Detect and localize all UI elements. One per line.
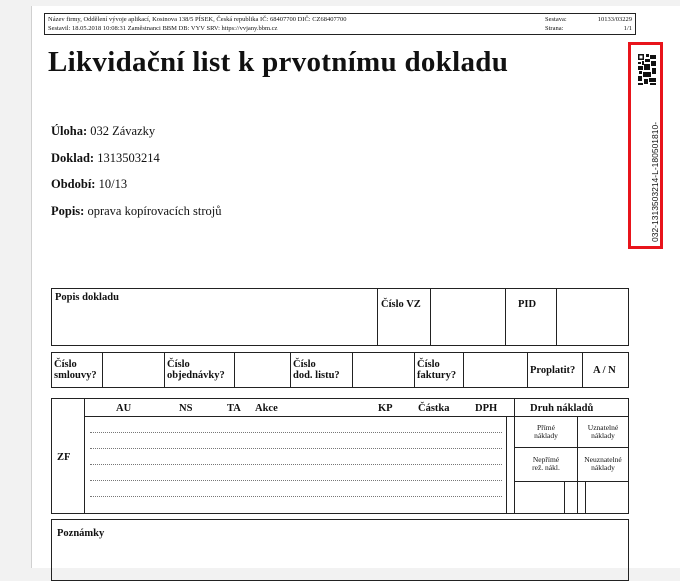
- divider: [377, 289, 378, 345]
- col-castka: Částka: [418, 403, 450, 414]
- label-line: Neuznatelné: [584, 455, 622, 464]
- entry-line: [90, 432, 502, 433]
- divider: [505, 289, 506, 345]
- popis-dokladu-table: [51, 288, 629, 346]
- divider: [352, 353, 353, 387]
- poznamky-box: [51, 519, 629, 581]
- proplatit-an: A / N: [593, 365, 616, 376]
- label-line: dod. listu?: [293, 370, 340, 381]
- divider: [463, 353, 464, 387]
- divider: [577, 416, 578, 513]
- divider: [514, 416, 628, 417]
- label-line: náklady: [591, 463, 615, 472]
- zauctovani-table: [51, 398, 629, 514]
- divider: [527, 353, 528, 387]
- col-kp: KP: [378, 403, 393, 414]
- report-header: [44, 13, 636, 35]
- label-line: Přímé: [537, 423, 555, 432]
- col-dph: DPH: [475, 403, 498, 414]
- header-labels: [545, 15, 567, 33]
- divider: [430, 289, 431, 345]
- document-page: [31, 6, 680, 568]
- poznamky-label: Poznámky: [57, 528, 105, 539]
- popis-label: Popis:: [51, 204, 85, 218]
- divider: [164, 353, 165, 387]
- obdobi-label: Období:: [51, 177, 96, 191]
- doklad-field: [51, 151, 160, 166]
- header-author-line: Sestavil: 18.05.2018 10:08:31 Zaměstnanci BBM DB: VYV SRV: https://vvjany.bbm.cz: [48, 25, 278, 32]
- sestava-label: Sestava:: [545, 16, 567, 23]
- druh-nakladu-label: Druh nákladů: [530, 403, 594, 414]
- pid-label: PID: [518, 299, 537, 310]
- divider: [582, 353, 583, 387]
- divider: [514, 447, 628, 448]
- highlight-annotation-box: [628, 42, 663, 249]
- label-line: Číslo: [167, 359, 190, 370]
- obdobi-field: [51, 177, 127, 192]
- header-values: [598, 15, 632, 33]
- label-line: objednávky?: [167, 370, 225, 381]
- page-title: Likvidační list k prvotnímu dokladu: [48, 46, 509, 78]
- cislo-objednavky-label: [167, 359, 225, 381]
- divider: [234, 353, 235, 387]
- col-akce: Akce: [255, 403, 278, 414]
- cislo-smlouvy-label: [54, 359, 97, 381]
- col-ns: NS: [179, 403, 193, 414]
- neprime-naklady-label: [517, 456, 575, 472]
- divider: [514, 481, 628, 482]
- label-line: Nepřímé: [532, 455, 560, 464]
- uloha-field: [51, 124, 155, 139]
- entry-line: [90, 480, 502, 481]
- strana-label: Strana:: [545, 25, 564, 32]
- prime-naklady-label: [517, 424, 575, 440]
- divider: [414, 353, 415, 387]
- obdobi-value: 10/13: [98, 177, 128, 191]
- sestava-value: 10133/03229: [597, 16, 632, 23]
- divider: [564, 481, 565, 513]
- col-ta: TA: [227, 403, 241, 414]
- label-line: Číslo: [54, 359, 77, 370]
- zf-label: ZF: [57, 452, 71, 463]
- strana-value: 1/1: [623, 25, 632, 32]
- uloha-value: 032 Závazky: [90, 124, 156, 138]
- popis-dokladu-label: Popis dokladu: [55, 292, 119, 303]
- divider: [585, 481, 586, 513]
- proplatit-label: Proplatit?: [530, 365, 576, 376]
- cislo-faktury-label: [417, 359, 456, 381]
- label-line: faktury?: [417, 370, 457, 381]
- label-line: Číslo: [417, 359, 440, 370]
- divider: [290, 353, 291, 387]
- header-left: [48, 15, 347, 33]
- cisla-table: [51, 352, 629, 388]
- cislo-dod-listu-label: [293, 359, 340, 381]
- popis-field: [51, 204, 221, 219]
- entry-line: [90, 496, 502, 497]
- entry-line: [90, 448, 502, 449]
- popis-value: oprava kopírovacích strojů: [87, 204, 222, 218]
- label-line: náklady: [534, 431, 558, 440]
- divider: [102, 353, 103, 387]
- label-line: Uznatelné: [587, 423, 619, 432]
- uznatelne-naklady-label: [579, 424, 627, 440]
- cislo-vz-label: Číslo VZ: [381, 299, 421, 310]
- divider: [506, 416, 507, 513]
- entry-line: [90, 464, 502, 465]
- vertical-document-code: 032-1313503214-L-180501810-: [650, 121, 660, 242]
- header-company-line: Název firmy, Oddělení vývoje aplikací, Kosinova 138/5 PÍSEK, Česká republika IČ: 68407700 DIČ: CZ68407700: [48, 16, 347, 23]
- label-line: Číslo: [293, 359, 316, 370]
- label-line: rež. nákl.: [532, 463, 560, 472]
- label-line: smlouvy?: [54, 370, 97, 381]
- doklad-label: Doklad:: [51, 151, 95, 165]
- col-au: AU: [116, 403, 132, 414]
- doklad-value: 1313503214: [97, 151, 160, 165]
- divider: [556, 289, 557, 345]
- label-line: náklady: [591, 431, 615, 440]
- divider: [84, 416, 514, 417]
- uloha-label: Úloha:: [51, 124, 88, 138]
- neuznatelne-naklady-label: [579, 456, 627, 472]
